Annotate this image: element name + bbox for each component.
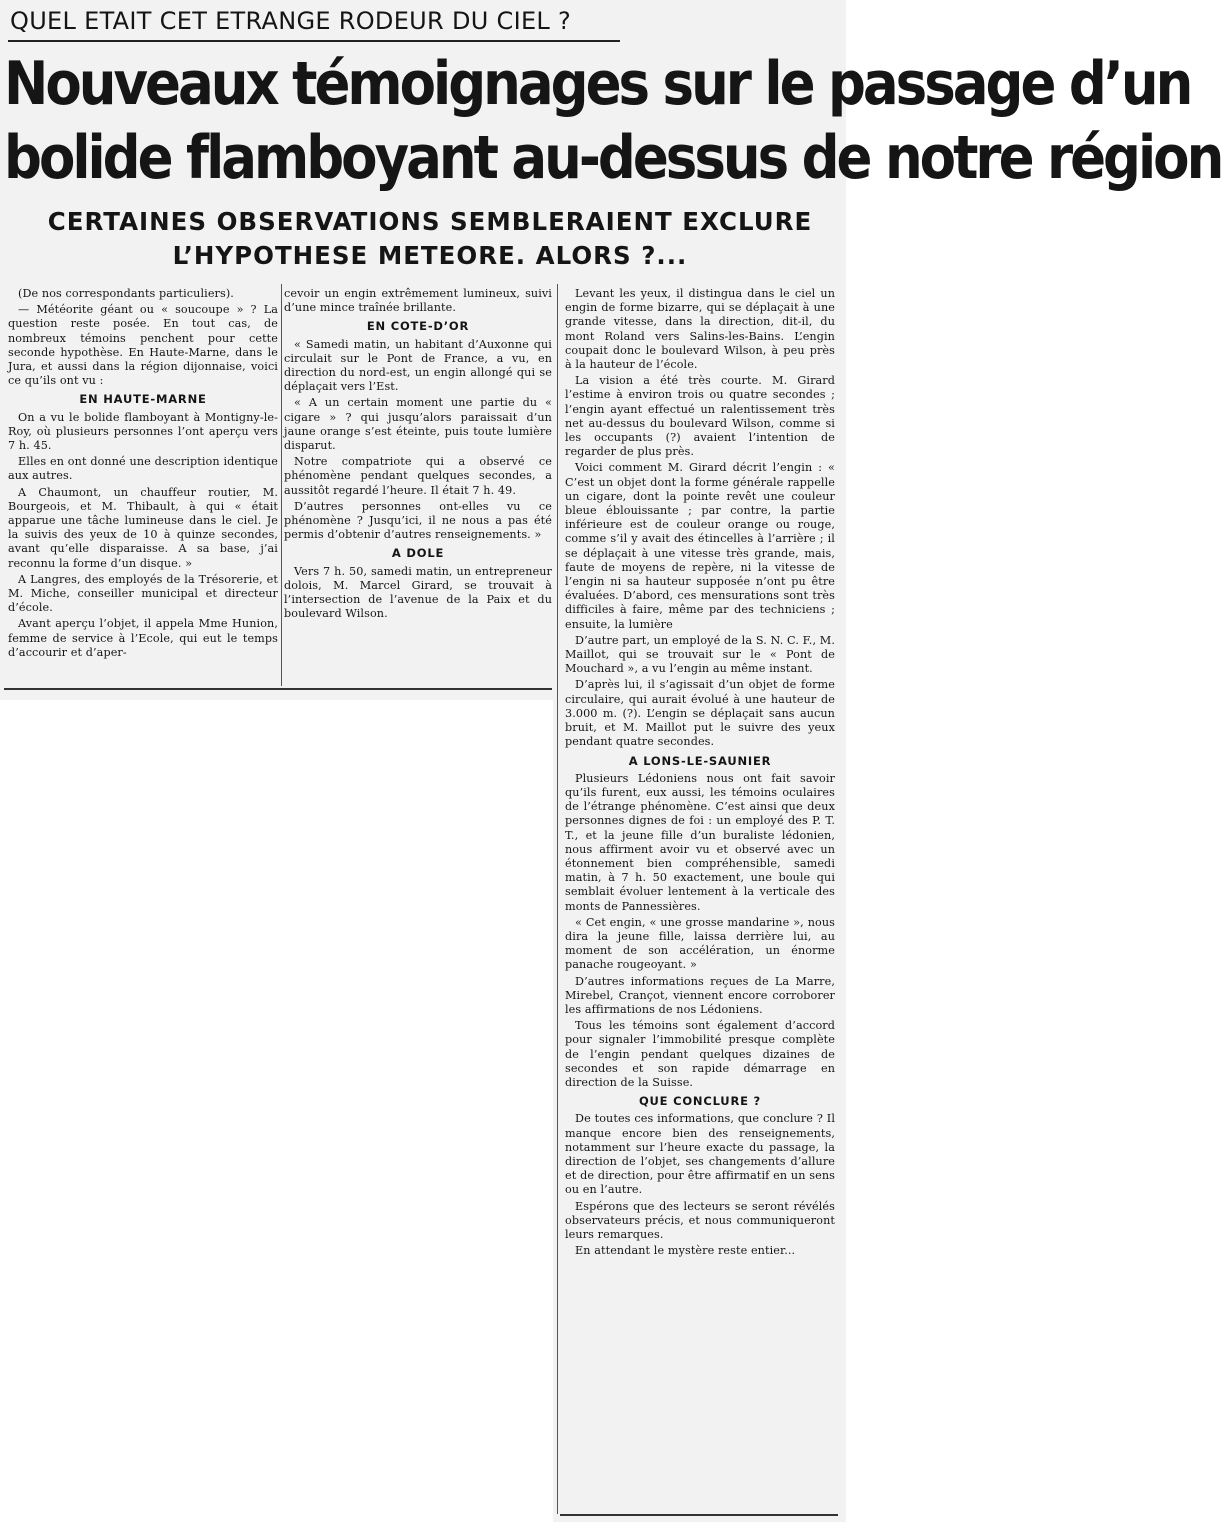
- subheadline: [30, 205, 830, 273]
- paragraph: D’autre part, un employé de la S. N. C. F., M. Maillot, qui se trouvait sur le « Pont de Mouchard », a vu l’engin au même instant.: [565, 633, 835, 676]
- kicker-box: [8, 4, 620, 42]
- paragraph: « A un certain moment une partie du « cigare » ? qui jusqu’alors paraissait d’un jaune orange s’est éteinte, puis toute lumière disparut.: [284, 396, 552, 453]
- column-divider: [557, 284, 558, 1514]
- kicker: QUEL ETAIT CET ETRANGE RODEUR DU CIEL ?: [10, 7, 572, 35]
- paragraph: D’autres informations reçues de La Marre, Mirebel, Crançot, viennent encore corroborer les affirmations de nos Lédoniens.: [565, 974, 835, 1016]
- paragraph: — Météorite géant ou « soucoupe » ? La question reste posée. En tout cas, de nombreux témoins penchent pour cette seconde hypothèse. En Haute-Marne, dans le Jura, et aussi dans la région dijonnaise, voici ce qu’ils ont vu :: [8, 303, 278, 388]
- bottom-rule-right: [560, 1514, 838, 1516]
- headline-line-2: bolide flamboyant au-dessus de notre région: [4, 124, 1221, 193]
- column-2: [284, 287, 552, 687]
- paragraph: Plusieurs Lédoniens nous ont fait savoir qu’ils furent, eux aussi, les témoins oculaires de l’étrange phénomène. C’est ainsi que deux personnes dignes de foi : un employé des P. T. T., et la jeune fille d’un buraliste lédonien, nous affirment avoir vu et observé avec un étonnement bien compréhensible, samedi matin, à 7 h. 50 exactement, une boule qui semblait évoluer lentement à la verticale des monts de Pannessières.: [565, 771, 835, 913]
- section-heading-dole: A DOLE: [391, 546, 445, 561]
- paragraph: A Langres, des employés de la Trésorerie, et M. Miche, conseiller municipal et directeur d’école.: [8, 572, 278, 615]
- paragraph: La vision a été très courte. M. Girard l’estime à environ trois ou quatre secondes ; l’engin ayant effectué un ralentissement très net au-dessus du boulevard Wilson, comme si les occupants (?) avaient l’intention de regarder de plus près.: [565, 374, 835, 459]
- paragraph: cevoir un engin extrêmement lumineux, suivi d’une mince traînée brillante.: [284, 287, 552, 315]
- paragraph: On a vu le bolide flamboyant à Montigny-le-Roy, où plusieurs personnes l’ont aperçu vers 7 h. 45.: [8, 410, 278, 453]
- section-heading-lons-le-saunier: A LONS-LE-SAUNIER: [628, 753, 772, 768]
- section-heading-haute-marne: EN HAUTE-MARNE: [79, 392, 207, 407]
- paragraph: D’autres personnes ont-elles vu ce phénomène ? Jusqu’ici, il ne nous a pas été permis d’obtenir d’autres renseignements. »: [284, 499, 552, 542]
- paragraph: Avant aperçu l’objet, il appela Mme Hunion, femme de service à l’Ecole, qui eut le temps d’accourir et d’aper-: [8, 617, 278, 659]
- bottom-rule-left: [4, 688, 552, 690]
- paragraph: Tous les témoins sont également d’accord pour signaler l’immobilité presque complète de l’engin pendant quelques dizaines de secondes et son rapide démarrage en direction de la Suisse.: [565, 1019, 835, 1089]
- paragraph: Espérons que des lecteurs se seront révélés observateurs précis, et nous communiqueront leurs remarques.: [565, 1199, 835, 1241]
- paragraph: Voici comment M. Girard décrit l’engin : « C’est un objet dont la forme générale rappelle un cigare, dont la pointe revêt une couleur bleue éblouissante ; par contre, la partie inférieure est de couleur orange ou rouge, comme s’il y avait des étincelles à l’arrière ; il se déplaçait à une vitesse très grande, mais, faute de moyens de repère, ni la vitesse de l’engin ni sa hauteur supposée n’ont pu être évaluées. D’abord, ces mensurations sont très difficiles à faire, même par des techniciens ; ensuite, la lumière: [565, 461, 835, 631]
- column-3: [565, 287, 835, 1513]
- headline: [4, 48, 1221, 196]
- paragraph: De toutes ces informations, que conclure ? Il manque encore bien des renseignements, notamment sur l’heure exacte du passage, la direction de l’objet, ses changements d’allure et de direction, pour être affirmatif en un sens ou en l’autre.: [565, 1112, 835, 1197]
- paragraph: « Samedi matin, un habitant d’Auxonne qui circulait sur le Pont de France, a vu, en direction du nord-est, un engin allongé qui se déplaçait vers l’Est.: [284, 337, 552, 394]
- paragraph: Levant les yeux, il distingua dans le ciel un engin de forme bizarre, qui se déplaçait à une grande vitesse, dans la direction, dit-il, du mont Roland vers Salins-les-Bains. L’engin coupait donc le boulevard Wilson, à peu près à la hauteur de l’école.: [565, 287, 835, 372]
- column-divider: [281, 284, 282, 686]
- section-heading-que-conclure: QUE CONCLURE ?: [638, 1094, 762, 1109]
- byline: (De nos correspondants particuliers).: [18, 287, 234, 300]
- paragraph: A Chaumont, un chauffeur routier, M. Bourgeois, et M. Thibault, à qui « était apparue une tâche lumineuse dans le ciel. Je la suivis des yeux de 10 à quinze secondes, avant qu’elle disparaisse. A sa base, j’ai reconnu la forme d’un disque. »: [8, 485, 278, 570]
- subheadline-line-2: L’HYPOTHESE METEORE. ALORS ?...: [172, 241, 688, 270]
- headline-line-1: Nouveaux témoignages sur le passage d’un: [4, 50, 1191, 119]
- paragraph: Notre compatriote qui a observé ce phénomène pendant quelques secondes, a aussitôt regardé l’heure. Il était 7 h. 49.: [284, 455, 552, 497]
- column-1: [8, 287, 278, 685]
- section-heading-cote-dor: EN COTE-D’OR: [366, 319, 470, 334]
- paragraph: Vers 7 h. 50, samedi matin, un entrepreneur dolois, M. Marcel Girard, se trouvait à l’intersection de l’avenue de la Paix et du boulevard Wilson.: [284, 564, 552, 621]
- paragraph: En attendant le mystère reste entier...: [575, 1244, 796, 1258]
- paragraph: Elles en ont donné une description identique aux autres.: [8, 455, 278, 483]
- subheadline-line-1: CERTAINES OBSERVATIONS SEMBLERAIENT EXCLURE: [47, 207, 813, 236]
- paragraph: D’après lui, il s’agissait d’un objet de forme circulaire, qui aurait évolué à une hauteur de 3.000 m. (?). L’engin se déplaçait sans aucun bruit, et M. Maillot put le suivre des yeux pendant quatre secondes.: [565, 678, 835, 749]
- paragraph: « Cet engin, « une grosse mandarine », nous dira la jeune fille, laissa derrière lui, au moment de son accélération, un énorme panache rougeoyant. »: [565, 915, 835, 972]
